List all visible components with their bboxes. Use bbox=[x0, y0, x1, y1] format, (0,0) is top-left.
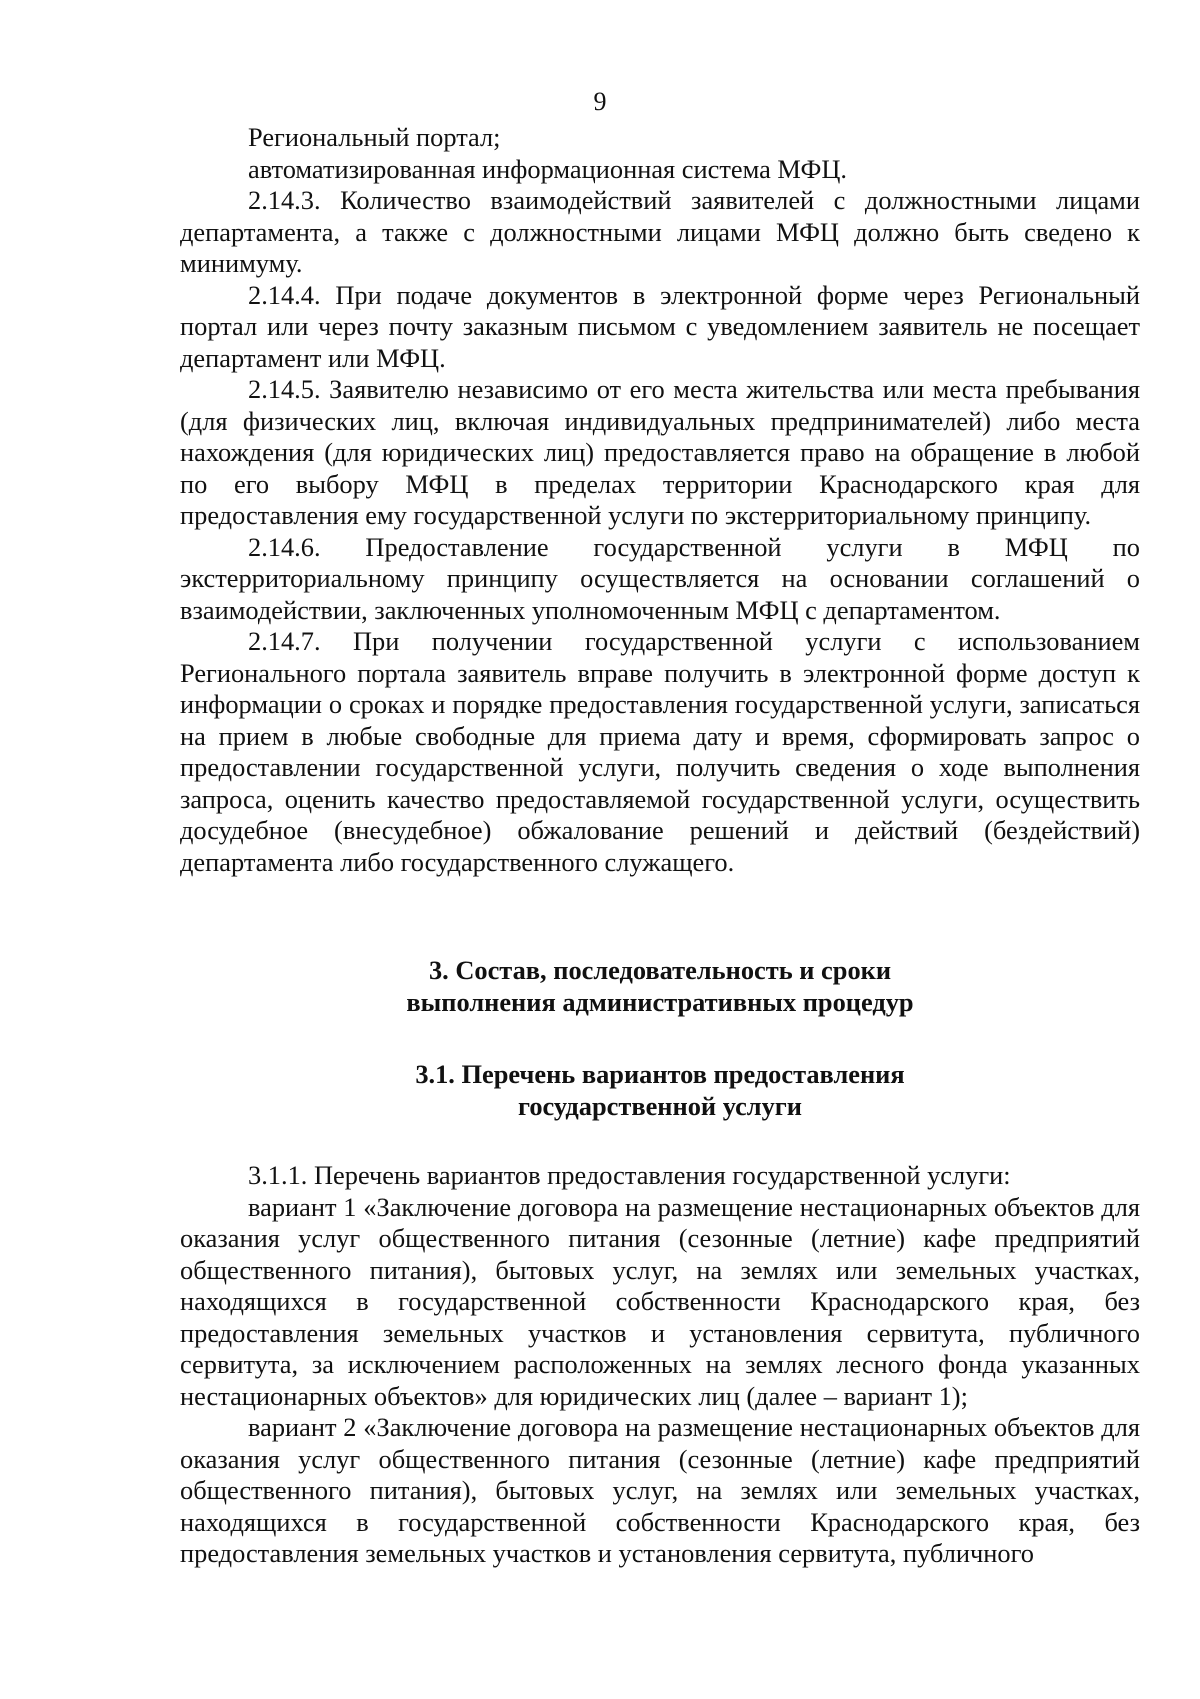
paragraph-2-14-4: 2.14.4. При подаче документов в электронной форме через Региональный портал или через почту заказным письмом с уведомлением заявитель не посещает департамент или МФЦ. bbox=[180, 279, 1140, 373]
paragraph-3-1-1: 3.1.1. Перечень вариантов предоставления государственной услуги: bbox=[248, 1160, 1011, 1190]
paragraph-variant-2: вариант 2 «Заключение договора на размещение нестационарных объектов для оказания услуг общественного питания (сезонные (летние) кафе предприятий общественного питания), бытовых услуг, на землях или земельных участках, находящихся в государственной собственности Краснодарского края, без предоставления земельных участков и установления сервитута, публичного bbox=[180, 1412, 1140, 1568]
section-heading-3 bbox=[180, 954, 1140, 1018]
paragraph: Региональный портал; bbox=[248, 122, 501, 152]
body-text-top bbox=[180, 122, 1140, 878]
page-number: 9 bbox=[593, 87, 607, 116]
body-text-bottom bbox=[180, 1160, 1140, 1570]
paragraph-2-14-5: 2.14.5. Заявителю независимо от его места жительства или места пребывания (для физических лиц, включая индивидуальных предпринимателей) либо места нахождения (для юридических лиц) предоставляется право на обращение в любой по его выбору МФЦ в пределах территории Краснодарского края для предоставления ему государственной услуги по экстерриториальному принципу. bbox=[180, 374, 1140, 530]
section-heading-line: выполнения административных процедур bbox=[406, 987, 914, 1017]
paragraph-variant-1: вариант 1 «Заключение договора на размещение нестационарных объектов для оказания услуг общественного питания (сезонные (летние) кафе предприятий общественного питания), бытовых услуг, на землях или земельных участках, находящихся в государственной собственности Краснодарского края, без предоставления земельных участков и установления сервитута, публичного сервитута, за исключением расположенных на землях лесного фонда указанных нестационарных объектов» для юридических лиц (далее – вариант 1); bbox=[180, 1191, 1140, 1411]
paragraph: автоматизированная информационная система МФЦ. bbox=[248, 153, 848, 184]
subsection-heading-3-1 bbox=[180, 1058, 1140, 1122]
subsection-heading-line: 3.1. Перечень вариантов предоставления bbox=[415, 1059, 905, 1089]
section-heading-line: 3. Состав, последовательность и сроки bbox=[428, 955, 892, 985]
paragraph-2-14-3: 2.14.3. Количество взаимодействий заявителей с должностными лицами департамента, а также с должностными лицами МФЦ должно быть сведено к минимуму. bbox=[180, 185, 1140, 278]
paragraph-2-14-7: 2.14.7. При получении государственной услуги с использованием Регионального портала заявитель вправе получить в электронной форме доступ к информации о сроках и порядке предоставления государственной услуги, записаться на прием в любые свободные для приема дату и время, сформировать запрос о предоставлении государственной услуги, получить сведения о ходе выполнения запроса, оценить качество предоставляемой государственной услуги, осуществить досудебное (внесудебное) обжалование решений и действий (бездействий) департамента либо государственного служащего. bbox=[180, 626, 1140, 877]
paragraph-2-14-6: 2.14.6. Предоставление государственной услуги в МФЦ по экстерриториальному принципу осуществляется на основании соглашений о взаимодействии, заключенных уполномоченным МФЦ с департаментом. bbox=[180, 531, 1140, 625]
subsection-heading-line: государственной услуги bbox=[518, 1091, 802, 1121]
